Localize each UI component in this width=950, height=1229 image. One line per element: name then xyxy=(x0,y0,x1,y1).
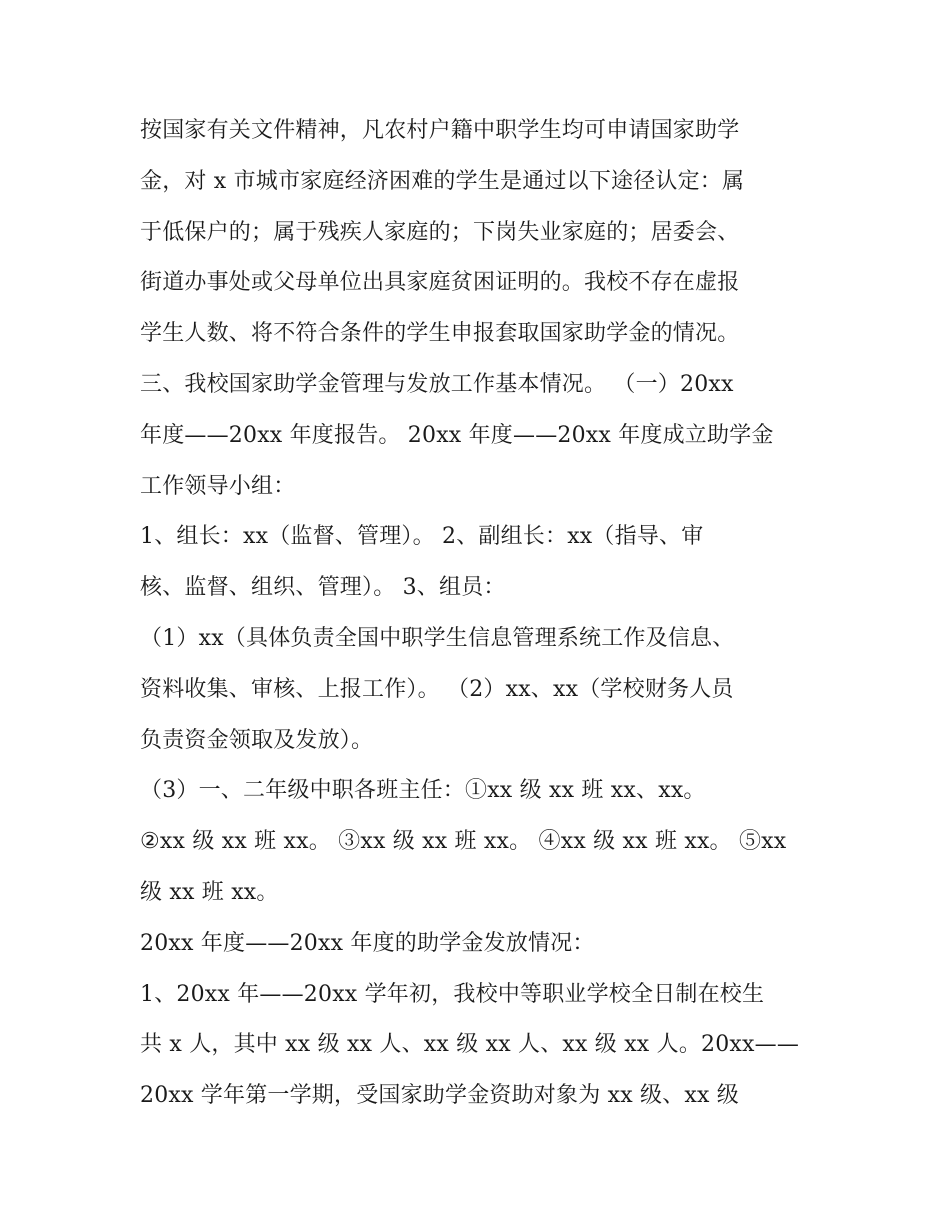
text-line: （1）xx（具体负责全国中职学生信息管理系统工作及信息、 xyxy=(140,625,735,651)
text-line: 20xx 学年第一学期，受国家助学金资助对象为 xx 级、xx 级 xyxy=(140,1083,740,1109)
text-line: 核、监督、组织、管理）。 3、组员： xyxy=(140,575,506,601)
text-line: 街道办事处或父母单位出具家庭贫困证明的。我校不存在虚报 xyxy=(140,270,740,296)
text-line: 于低保户的；属于残疾人家庭的；下岗失业家庭的；居委会、 xyxy=(140,219,740,245)
section-heading-line: 三、我校国家助学金管理与发放工作基本情况。 （一）20xx xyxy=(140,371,734,397)
text-line: 1、20xx 年——20xx 学年初，我校中等职业学校全日制在校生 xyxy=(140,981,765,1007)
text-line: 年度——20xx 年度报告。 20xx 年度——20xx 年度成立助学金 xyxy=(140,422,774,448)
text-line: ②xx 级 xx 班 xx。 ③xx 级 xx 班 xx。 ④xx 级 xx 班 xx。 ⑤xx xyxy=(140,829,787,855)
text-line: 按国家有关文件精神，凡农村户籍中职学生均可申请国家助学 xyxy=(140,118,740,143)
text-line: 工作领导小组： xyxy=(140,473,296,499)
text-line: 共 x 人，其中 xx 级 xx 人、xx 级 xx 人、xx 级 xx 人。20xx—— xyxy=(140,1032,800,1058)
text-line: 资料收集、审核、上报工作）。 （2）xx、xx（学校财务人员 xyxy=(140,676,734,702)
body-text xyxy=(140,106,840,1122)
text-line: 1、组长：xx（监督、管理）。 2、副组长：xx（指导、审 xyxy=(140,524,704,550)
text-line: 20xx 年度——20xx 年度的助学金发放情况： xyxy=(140,930,595,956)
text-line: 金，对 x 市城市家庭经济困难的学生是通过以下途径认定：属 xyxy=(140,168,745,194)
text-line: 级 xx 班 xx。 xyxy=(140,879,279,905)
text-line: 学生人数、将不符合条件的学生申报套取国家助学金的情况。 xyxy=(140,321,740,347)
text-line: （3）一、二年级中职各班主任：①xx 级 xx 班 xx、xx。 xyxy=(140,778,706,804)
text-line: 负责资金领取及发放）。 xyxy=(140,727,374,753)
